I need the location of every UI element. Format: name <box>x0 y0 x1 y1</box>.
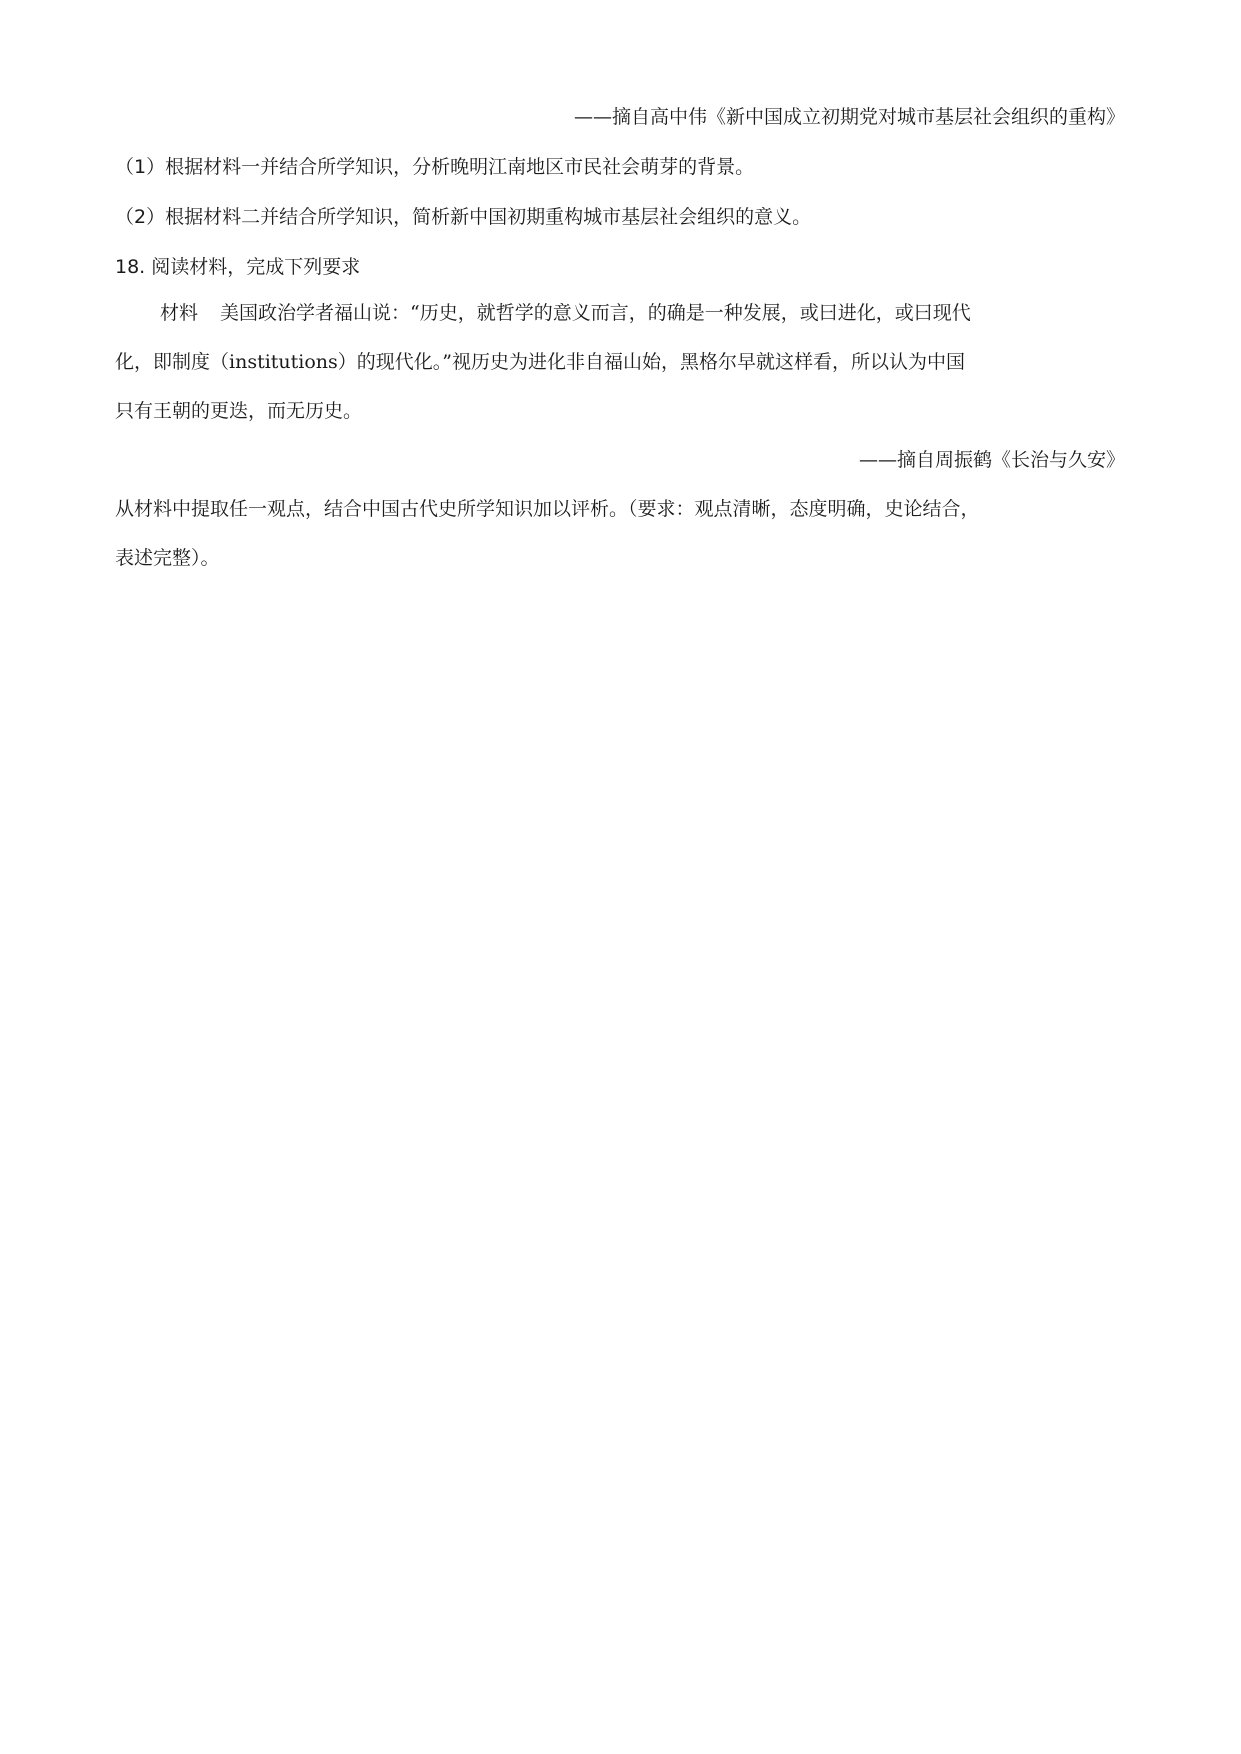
task-line-2: 表述完整）。 <box>115 547 220 569</box>
question-18-title: 18. 阅读材料，完成下列要求 <box>115 256 361 278</box>
material-line-1 <box>160 300 1125 326</box>
material-label: 材料 <box>160 302 199 324</box>
material-line-3: 只有王朝的更迭，而无历史。 <box>115 400 363 422</box>
source-citation-2: ——摘自周振鹤《长治与久安》 <box>858 449 1125 471</box>
material-text-1: 美国政治学者福山说：“历史，就哲学的意义而言，的确是一种发展，或曰进化，或曰现代 <box>220 302 971 324</box>
material-line-2: 化，即制度（institutions）的现代化。”视历史为进化非自福山始，黑格尔早就这样看，所以认为中国 <box>115 351 966 373</box>
task-line-1: 从材料中提取任一观点，结合中国古代史所学知识加以评析。（要求：观点清晰，态度明确，史论结合， <box>115 498 980 520</box>
source-citation-1: ——摘自高中伟《新中国成立初期党对城市基层社会组织的重构》 <box>573 106 1125 128</box>
question-2: （2）根据材料二并结合所学知识，简析新中国初期重构城市基层社会组织的意义。 <box>115 206 812 228</box>
question-1: （1）根据材料一并结合所学知识，分析晚明江南地区市民社会萌芽的背景。 <box>115 156 755 178</box>
